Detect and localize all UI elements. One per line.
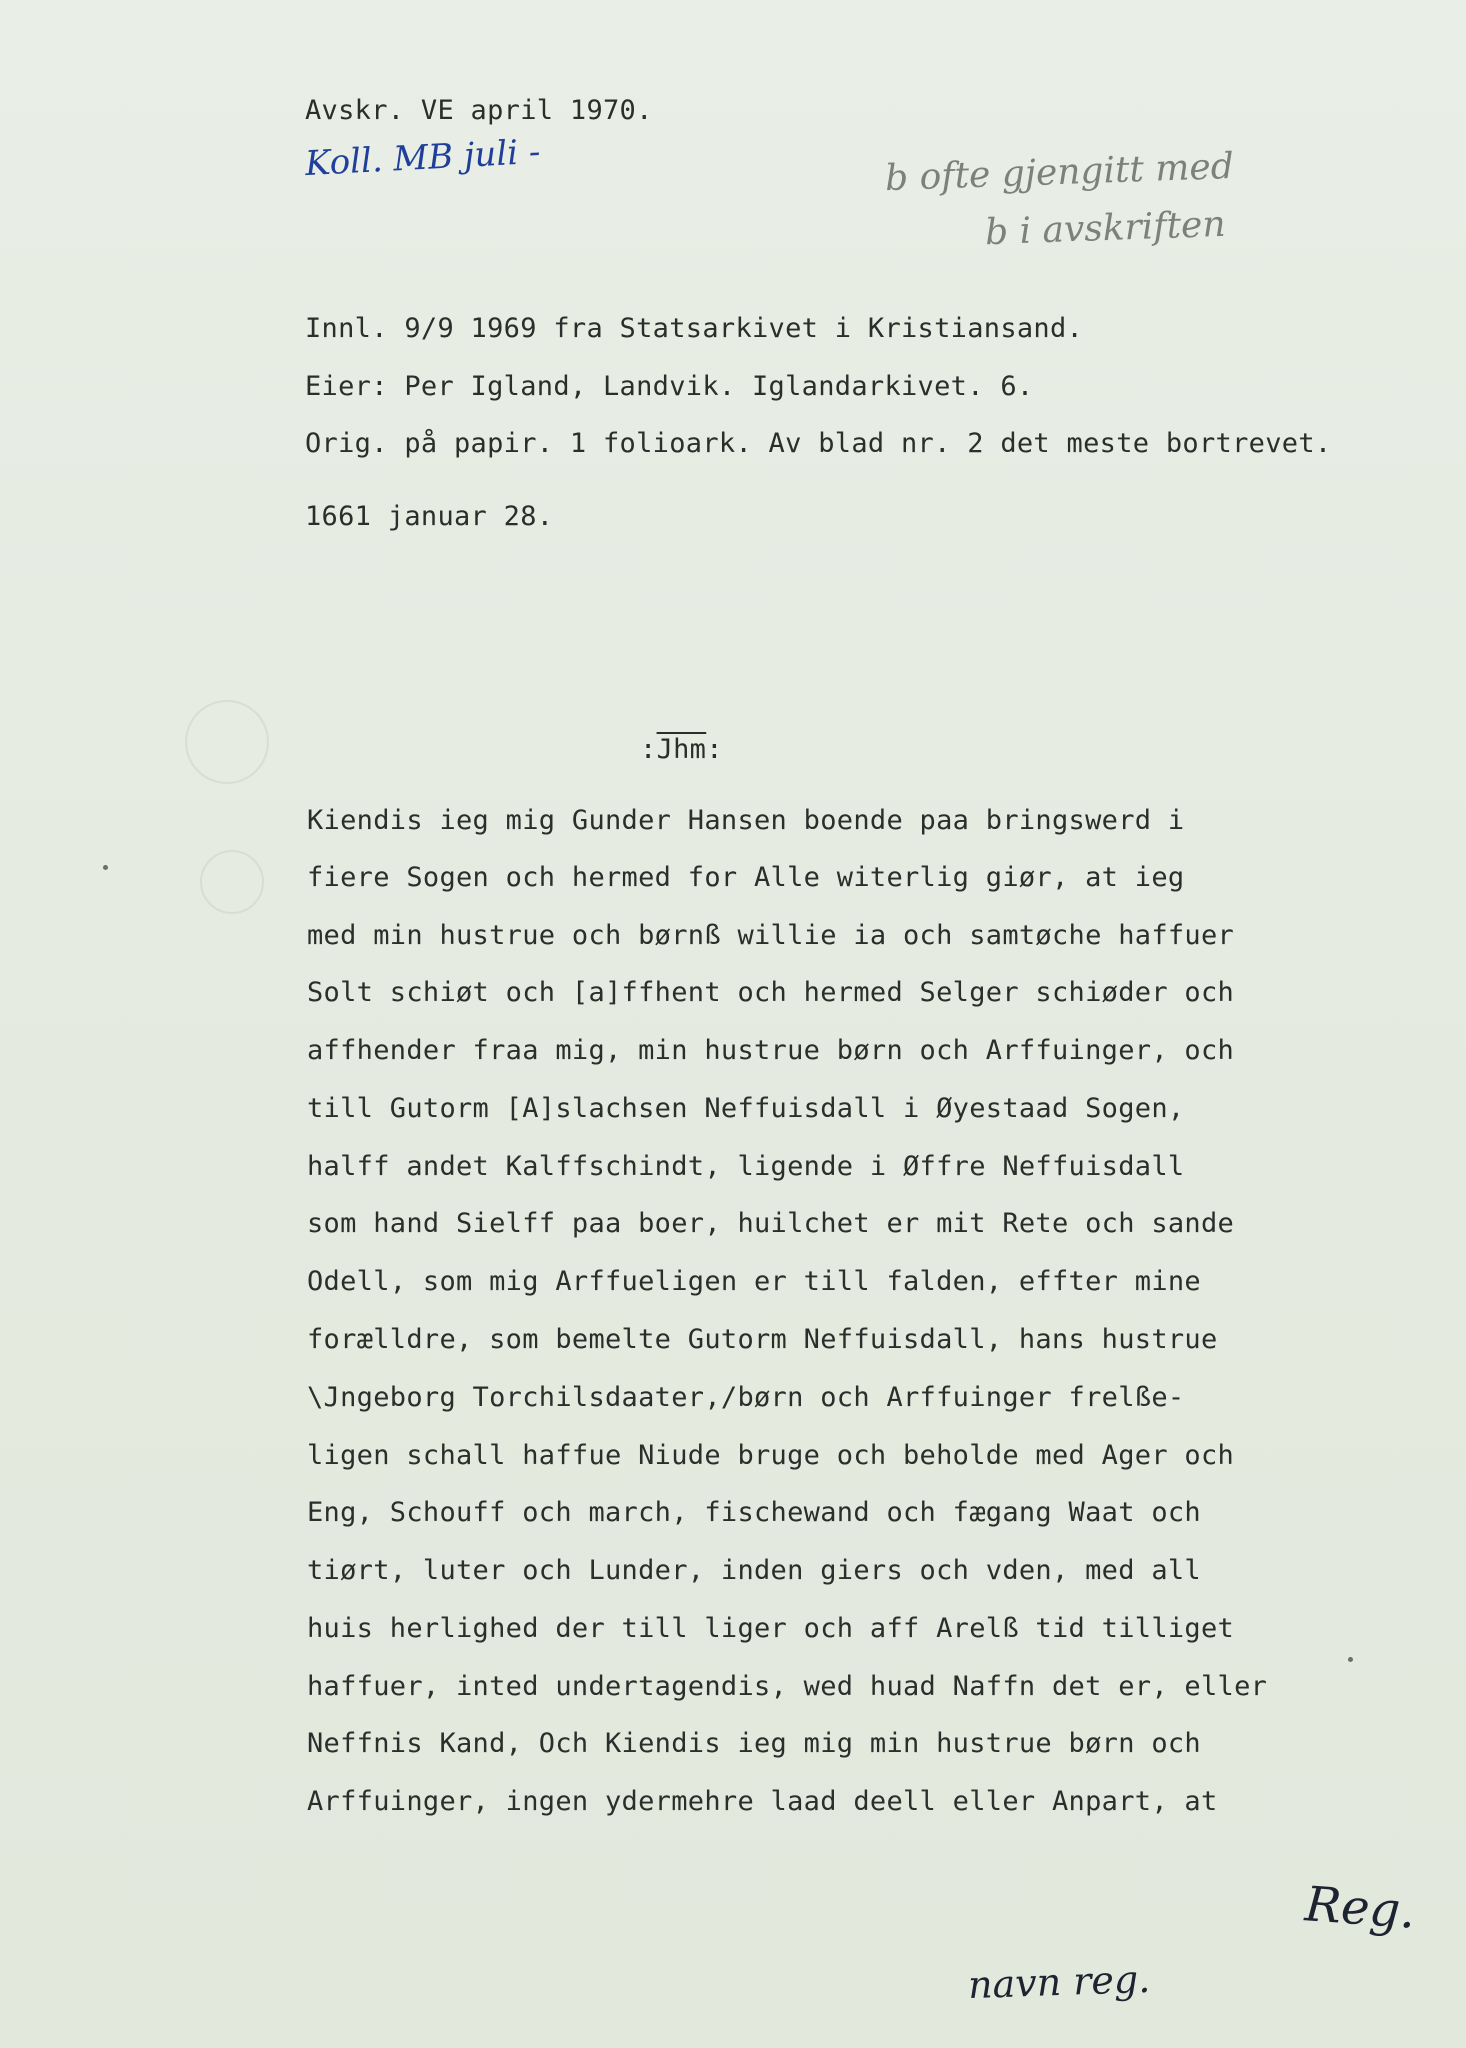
heading-prefix: : <box>640 734 657 765</box>
pencil-note-line1: b ofte gjengitt med <box>884 145 1235 200</box>
text-line: Odell, som mig Arffueligen er till falden, effter mine <box>307 1266 1201 1297</box>
text-line: som hand Sielff paa boer, huilchet er mit Rete och sande <box>307 1208 1235 1239</box>
text-line: med min hustrue och børnß willie ia och samtøche haffuer <box>307 920 1235 951</box>
text-line: \Jngeborg Torchilsdaater,/børn och Arffuinger frelße- <box>307 1382 1185 1413</box>
text-line: halff andet Kalffschindt, ligende i Øffre Neffuisdall <box>307 1151 1185 1182</box>
document-heading <box>640 734 723 765</box>
text-line: tiørt, luter och Lunder, inden giers och vden, med all <box>307 1555 1201 1586</box>
reg-note: Reg. <box>1303 1876 1418 1940</box>
text-line: Arffuinger, ingen ydermehre laad deell eller Anpart, at <box>307 1786 1218 1817</box>
text-line: affhender fraa mig, min hustrue børn och Arffuinger, och <box>307 1035 1235 1066</box>
faint-stamp-mark <box>200 850 264 914</box>
paper-speck <box>1348 1657 1353 1662</box>
transcription-note: Avskr. VE april 1970. <box>305 95 653 126</box>
text-line: huis herlighed der till liger och aff Arelß tid tilliget <box>307 1613 1235 1644</box>
handwritten-check-note: Koll. MB juli - <box>304 131 542 185</box>
text-line: fiere Sogen och hermed for Alle witerlig giør, at ieg <box>307 862 1185 893</box>
owner-line: Eier: Per Igland, Landvik. Iglandarkivet. 6. <box>305 371 1034 402</box>
pencil-note-line2: b i avskriften <box>984 203 1227 254</box>
text-line: Solt schiøt och [a]ffhent och hermed Selger schiøder och <box>307 977 1235 1008</box>
text-line: forælldre, som bemelte Gutorm Neffuisdall, hans hustrue <box>307 1324 1218 1355</box>
faint-stamp-mark <box>185 700 269 784</box>
heading-word: $\overline{Jhm}$ <box>656 734 707 765</box>
received-line: Innl. 9/9 1969 fra Statsarkivet i Kristiansand. <box>305 313 1084 344</box>
text-line: till Gutorm [A]slachsen Neffuisdall i Øyestaad Sogen, <box>307 1093 1185 1124</box>
date-line: 1661 januar 28. <box>305 501 554 532</box>
text-line: Neffnis Kand, Och Kiendis ieg mig min hustrue børn och <box>307 1728 1201 1759</box>
heading-suffix: : <box>706 734 723 765</box>
paper-speck <box>103 865 108 870</box>
text-line: ligen schall haffue Niude bruge och beholde med Ager och <box>307 1440 1235 1471</box>
original-line: Orig. på papir. 1 folioark. Av blad nr. 2 det meste bortrevet. <box>305 428 1332 459</box>
index-note: navn reg. <box>967 1956 1151 2008</box>
text-line: haffuer, inted undertagendis, wed huad Naffn det er, eller <box>307 1671 1268 1702</box>
text-line: Eng, Schouff och march, fischewand och fægang Waat och <box>307 1497 1201 1528</box>
text-line: Kiendis ieg mig Gunder Hansen boende paa bringswerd i <box>307 805 1185 836</box>
